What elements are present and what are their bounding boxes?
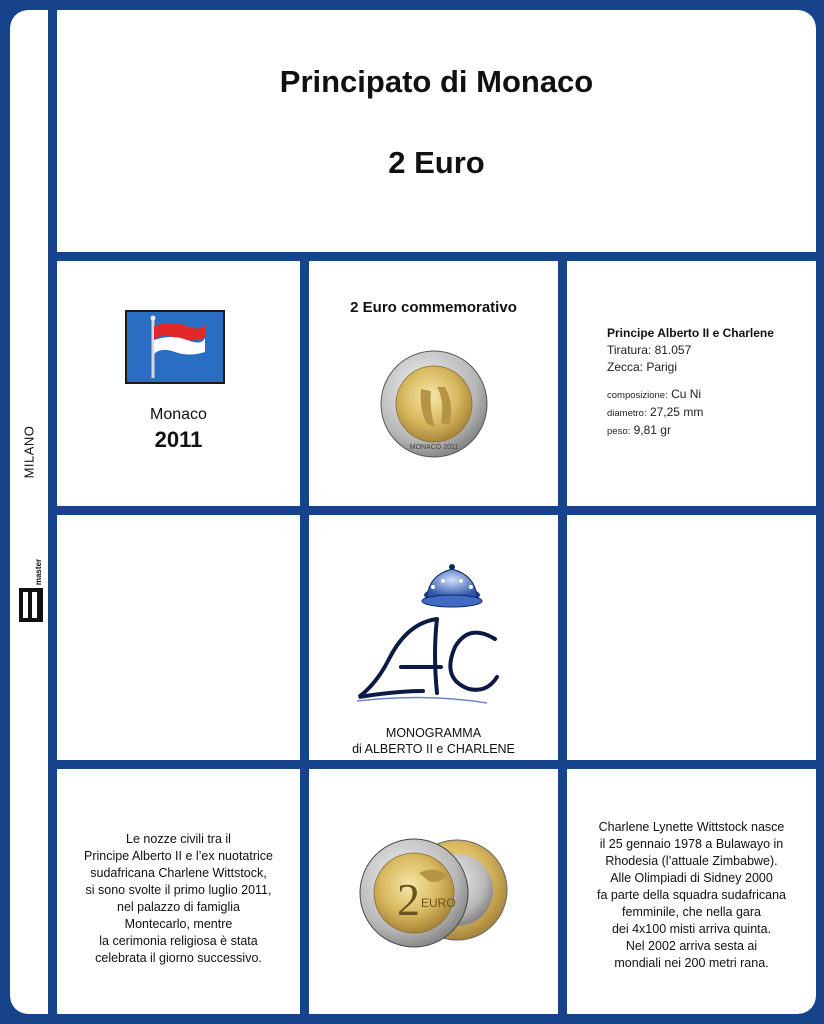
spine-label: MILANO (21, 425, 37, 479)
page-subtitle: 2 Euro (388, 145, 485, 180)
weight: peso: 9,81 gr (607, 423, 671, 437)
monogram-caption-line1: MONOGRAMMA (385, 726, 482, 740)
coin-unit: EURO (421, 896, 456, 910)
biography-text-cell (567, 769, 816, 1014)
specs-cell (567, 261, 816, 506)
monogram-cell (309, 515, 558, 760)
specs-heading: Principe Alberto II e Charlene (607, 326, 774, 340)
mintage: Tiratura: 81.057 (607, 343, 692, 357)
wedding-text-cell (57, 769, 300, 1014)
mint: Zecca: Parigi (607, 360, 678, 374)
coin-obverse-icon (379, 349, 489, 459)
coin-cell (309, 261, 558, 506)
flag-frame (125, 310, 225, 384)
wedding-paragraph: Le nozze civili tra il Principe Alberto II e l’ex nuotatrice sudafricana Charlene Wittstock, si sono svolte il primo luglio 2011, nel palazzo di famiglia Montecarlo, mentre la cerimonia religiosa è stata celebrata il giorno successivo. (84, 832, 273, 965)
flag-cell (57, 261, 300, 506)
coin-title: 2 Euro commemorativo (350, 299, 517, 316)
coin-denomination: 2 (397, 874, 420, 925)
page-title: Principato di Monaco (279, 64, 594, 99)
diameter: diametro: 27,25 mm (607, 405, 704, 419)
empty-cell-right (567, 515, 816, 760)
issue-year: 2011 (154, 427, 203, 452)
svg-text:master: master (34, 558, 43, 586)
country-name: Monaco (150, 406, 207, 423)
biography-paragraph: Charlene Lynette Wittstock nasce il 25 gennaio 1978 a Bulawayo in Rhodesia (l’attuale Zimbabwe). Alle Olimpiadi di Sidney 2000 fa parte della squadra sudafricana femminile, che nella gara dei 4x100 misti arriva quinta. Nel 2002 arriva sesta ai mondiali nei 200 metri rana. (596, 820, 786, 970)
album-page (10, 10, 816, 1014)
album-spine (10, 10, 48, 1014)
monaco-flag-icon (127, 312, 223, 382)
monogram-caption-line2: di ALBERTO II e CHARLENE (352, 742, 515, 756)
coin-reverse-and-obverse-icon (359, 835, 514, 950)
monogram-caption (309, 725, 558, 757)
masterphil-logo-icon (17, 558, 45, 624)
coin-specs (607, 325, 774, 440)
coin-inscription: MONACO 2011 (409, 444, 459, 451)
composition: composizione: Cu Ni (607, 387, 702, 401)
page-header (57, 10, 816, 252)
empty-cell-left (57, 515, 300, 760)
coins-pair-cell (309, 769, 558, 1014)
monogram-crown-icon (337, 563, 527, 713)
